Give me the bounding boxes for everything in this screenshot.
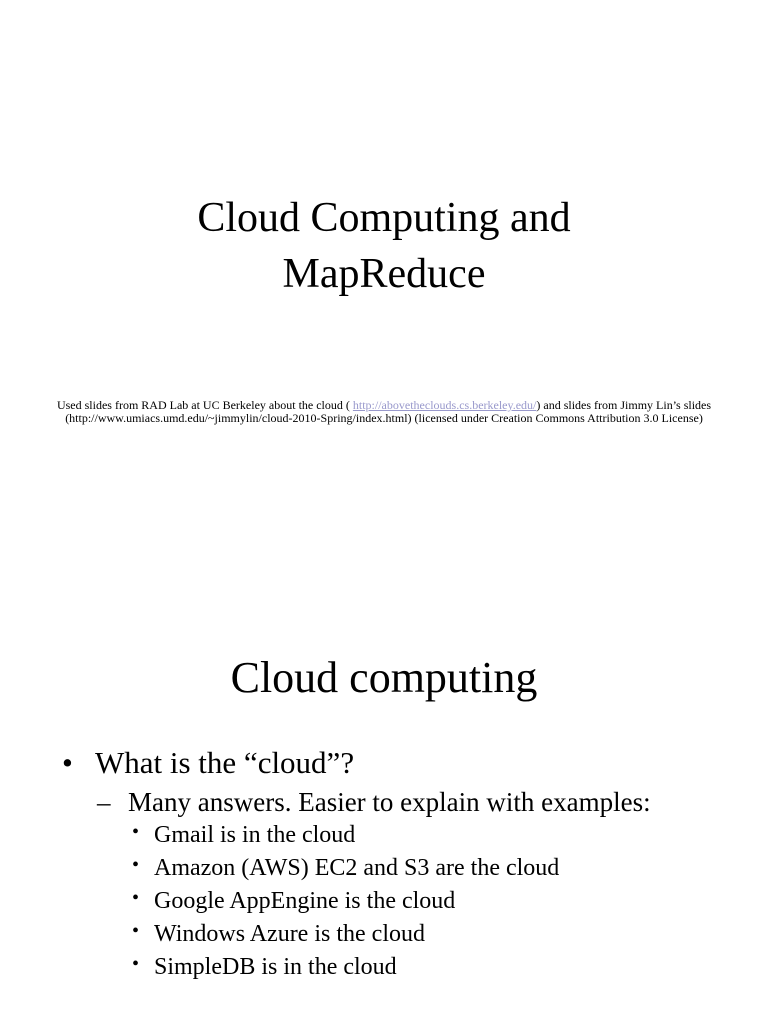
- sub-bullet-list: [97, 786, 742, 984]
- bullet-item: [62, 744, 742, 984]
- bullet-dot-icon: •: [62, 745, 73, 780]
- title-line-2: MapReduce: [282, 251, 486, 297]
- sub-bullet-text: Many answers. Easier to explain with examples:: [128, 787, 651, 817]
- sub-bullet-item: [97, 786, 742, 984]
- slide-2: [0, 512, 768, 1024]
- bullet-dot-icon: •: [132, 854, 140, 876]
- example-text: SimpleDB is in the cloud: [154, 954, 397, 980]
- example-text: Google AppEngine is the cloud: [154, 888, 456, 914]
- bullet-dot-icon: •: [132, 887, 140, 909]
- bullet-dot-icon: •: [132, 920, 140, 942]
- list-item: [132, 819, 742, 852]
- slide-2-title: Cloud computing: [230, 653, 538, 702]
- list-item: [132, 852, 742, 885]
- list-item: [132, 951, 742, 984]
- credit-before-link: Used slides from RAD Lab at UC Berkeley about the cloud (: [56, 398, 353, 412]
- bullet-list: [62, 744, 742, 984]
- list-item: [132, 885, 742, 918]
- credit-link[interactable]: http://abovetheclouds.cs.berkeley.edu/: [352, 398, 537, 412]
- examples-list: [132, 819, 742, 984]
- title-line-1: Cloud Computing and: [197, 195, 571, 241]
- bullet-dot-icon: •: [132, 953, 140, 975]
- example-text: Amazon (AWS) EC2 and S3 are the cloud: [154, 855, 560, 881]
- bullet-text: What is the “cloud”?: [95, 745, 355, 780]
- credit-text: [50, 399, 718, 425]
- slide-1-title: [0, 190, 768, 302]
- bullet-dot-icon: •: [132, 821, 140, 843]
- credit-after-link: ) and slides from Jimmy Lin’s slides (http://www.umiacs.umd.edu/~jimmylin/cloud-2010-Spring/index.html) (licensed under Creation Commons Attribution 3.0 License): [65, 398, 712, 425]
- dash-bullet-icon: –: [97, 787, 111, 817]
- example-text: Gmail is in the cloud: [154, 822, 356, 848]
- example-text: Windows Azure is the cloud: [154, 921, 425, 947]
- list-item: [132, 918, 742, 951]
